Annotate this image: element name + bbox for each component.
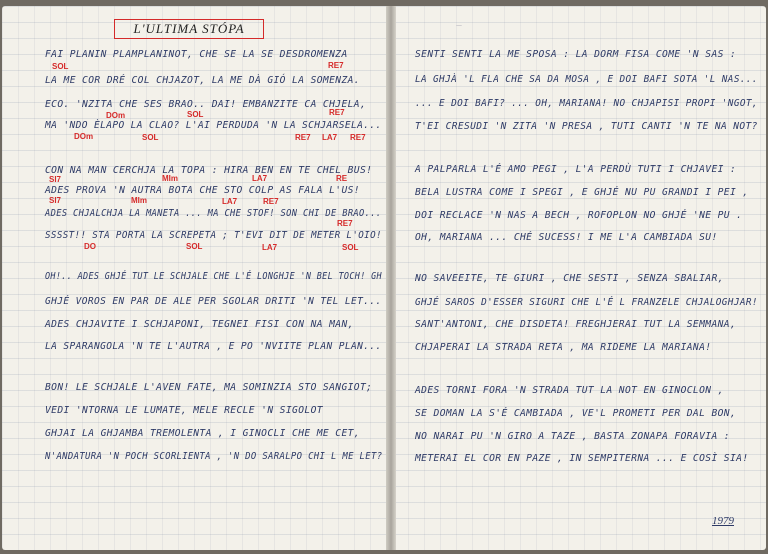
lyric-line: BELA LUSTRA COME I SPEGI , E GHJÉ NU PU GRANDI I PEI ,	[415, 187, 749, 198]
lyric-line: SE DOMAN LA S'É CAMBIADA , VE'L PROMETI PER DAL BON,	[415, 408, 737, 419]
chord-label: MIm	[131, 196, 147, 205]
chord-label: SOL	[186, 242, 203, 251]
song-title: L'ULTIMA STÓPA	[114, 19, 264, 39]
lyric-line: ADES CHJALCHJA LA MANETA ... MA CHE STOF! SON CHI DE BRAO...	[45, 208, 382, 219]
lyric-line: OH, MARIANA ... CHÉ SUCESS! I ME L'A CAMBIADA SU!	[415, 232, 718, 243]
lyric-line: ECO. 'NZITA CHE SES BRAO.. DAI! EMBANZITE CA CHJELA,	[45, 99, 367, 110]
chord-label: DOm	[74, 132, 94, 141]
year-signature: 1979	[712, 515, 734, 527]
chord-label: RE7	[350, 133, 366, 142]
lyric-line: NO SAVEEITE, TE GIURI , CHE SESTI , SENZA SBALIAR,	[415, 273, 724, 284]
chord-label: LA7	[252, 174, 268, 183]
lyric-line: DOI RECLACE 'N NAS A BECH , ROFOPLON NO GHJÉ 'NE PU .	[415, 210, 743, 221]
chord-label: DOm	[106, 111, 126, 120]
lyric-line: NO NARAI PU 'N GIRO A TAZE , BASTA ZONAPA FORAVIA :	[415, 431, 730, 442]
lyric-line: METERAI EL COR EN PAZE , IN SEMPITERNA ... E COSÌ SIA!	[415, 453, 749, 464]
lyric-line: N'ANDATURA 'N POCH SCORLIENTA , 'N DO SARALPO CHI L ME LET?	[45, 451, 383, 462]
lyric-line: T'EI CRESUDI 'N ZITA 'N PRESA , TUTI CANTI 'N TE NA NOT?	[415, 121, 758, 132]
chord-label: RE7	[328, 61, 344, 70]
lyric-line: SSSST!! STA PORTA LA SCREPETA ; T'EVI DIT DE METER L'OIO!	[45, 230, 382, 241]
lyric-line: BON! LE SCHJALE L'AVEN FATE, MA SOMINZIA STO SANGIOT;	[45, 382, 373, 393]
chord-label: LA7	[262, 243, 278, 252]
chord-label: RE7	[295, 133, 311, 142]
lyric-line: ADES PROVA 'N AUTRA BOTA CHE STO COLP AS FALA L'US!	[45, 185, 360, 196]
chord-label: RE	[336, 174, 348, 183]
chord-label: LA7	[222, 197, 238, 206]
chord-label: MIm	[162, 174, 178, 183]
chord-label: SI7	[49, 196, 62, 205]
lyric-line: OH!.. ADES GHJÉ TUT LE SCHJALE CHE L'É LONGHJE 'N BEL TOCH! GH	[45, 271, 382, 282]
lyric-line: VEDI 'NTORNA LE LUMATE, MELE RECLE 'N SIGOLOT	[45, 405, 323, 416]
book-gutter	[386, 6, 396, 550]
lyric-line: FAI PLANIN PLAMPLANINOT, CHE SE LA SE DESDROMENZA	[45, 49, 348, 60]
lyric-line: ADES CHJAVITE I SCHJAPONI, TEGNEI FISI CON NA MAN,	[45, 319, 354, 330]
chord-label: SOL	[342, 243, 359, 252]
chord-label: SOL	[52, 62, 69, 71]
page-marker: —	[456, 22, 462, 29]
chord-label: RE7	[263, 197, 279, 206]
chord-label: SOL	[187, 110, 204, 119]
lyric-line: GHJÉ SAROS D'ESSER SIGURI CHE L'É L FRANZELE CHJALOGHJAR!	[415, 297, 758, 308]
chord-label: SOL	[142, 133, 159, 142]
lyric-line: MA 'NDO ÈLAPO LA CLAO? L'AI PERDUDA 'N LA SCHJARSELA...	[45, 120, 382, 131]
lyric-line: ADES TORNI FORA 'N STRADA TUT LA NOT EN GINOCLON ,	[415, 385, 724, 396]
lyric-line: CON NA MAN CERCHJA LA TOPA : HIRA BEN EN TE CHEL BUS!	[45, 165, 373, 176]
chord-label: SI7	[49, 175, 62, 184]
chord-label: RE7	[329, 108, 345, 117]
lyric-line: GHJÉ VOROS EN PAR DE ALE PER SGOLAR DRITI 'N TEL LET...	[45, 296, 382, 307]
lyric-line: SENTI SENTI LA ME SPOSA : LA DORM FISA COME 'N SAS :	[415, 49, 737, 60]
lyric-line: ... E DOI BAFI? ... OH, MARIANA! NO CHJAPISI PROPI 'NGOT,	[415, 98, 758, 109]
lyric-line: SANT'ANTONI, CHE DISDETA! FREGHJERAI TUT LA SEMMANA,	[415, 319, 737, 330]
lyric-line: LA SPARANGOLA 'N TE L'AUTRA , E PO 'NVIITE PLAN PLAN...	[45, 341, 382, 352]
lyric-line: LA ME COR DRÉ COL CHJAZOT, LA ME DÀ GIÓ LA SOMENZA.	[45, 75, 360, 86]
chord-label: RE7	[337, 219, 353, 228]
chord-label: LA7	[322, 133, 338, 142]
chord-label: DO	[84, 242, 96, 251]
lyric-line: GHJAI LA GHJAMBA TREMOLENTA , I GINOCLI CHE ME CET,	[45, 428, 360, 439]
lyric-line: A PALPARLA L'É AMO PEGI , L'A PERDÙ TUTI I CHJAVEI :	[415, 164, 737, 175]
lyric-line: LA GHJÀ 'L FLA CHE SA DA MOSA , E DOI BAFI SOTA 'L NAS...	[415, 74, 758, 85]
lyric-line: CHJAPERAI LA STRADA RETA , MA RIDEME LA MARIANA!	[415, 342, 712, 353]
